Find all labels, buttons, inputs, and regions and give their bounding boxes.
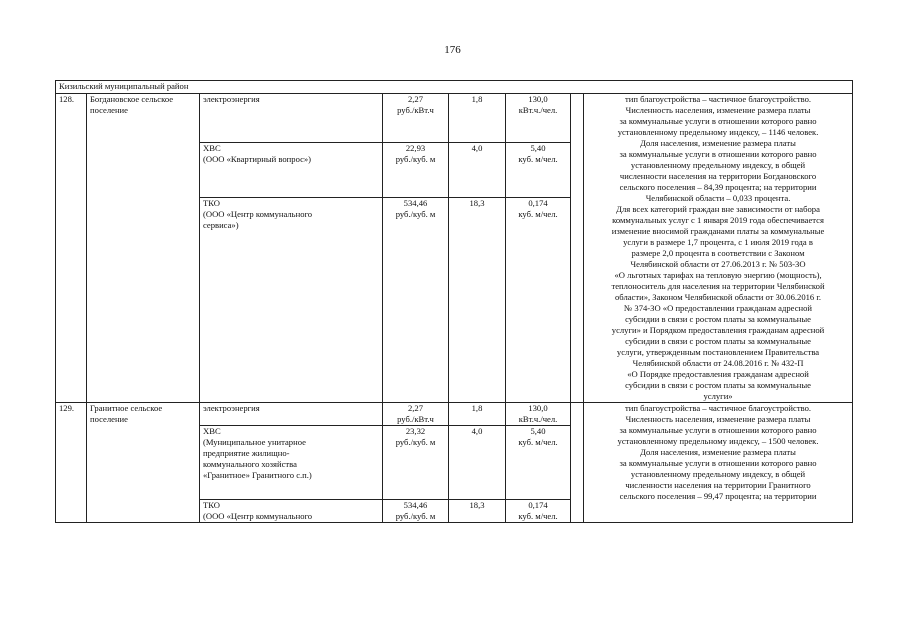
consumption-norm-line: 0,174	[528, 198, 548, 209]
description-line: изменение вносимой гражданами платы за коммунальные	[611, 226, 825, 236]
service-name	[200, 403, 383, 426]
service-name-line: ХВС	[203, 426, 221, 436]
description-line: численности населения на территории Гранитного	[625, 480, 811, 490]
settlement-name: Гранитное сельское поселение	[87, 403, 200, 523]
service-name-line: «Гранитное» Гранитного с.п.)	[203, 470, 312, 480]
description-line: № 374-ЗО «О предоставлении гражданам адресной	[624, 303, 813, 313]
tariff-table	[55, 80, 853, 523]
consumption-norm-line: куб. м/чел.	[518, 511, 558, 521]
description-line: Доля населения, изменение размера платы	[640, 138, 796, 148]
consumption-norm	[506, 426, 571, 500]
table-row	[56, 403, 853, 426]
description-line: сельского поселения – 99,47 процента; на территории	[619, 491, 817, 501]
description-line: за коммунальные услуги в отношении которого равно	[619, 149, 817, 159]
consumption-norm	[506, 500, 571, 523]
description-line: за коммунальные услуги в отношении которого равно	[619, 425, 817, 435]
tariff-value	[383, 94, 449, 143]
consumption-norm	[506, 94, 571, 143]
tariff-value	[383, 198, 449, 403]
service-name	[200, 143, 383, 198]
change-percent: 4,0	[449, 143, 506, 198]
service-name-line: ТКО	[203, 198, 220, 209]
description-line: субсидии в связи с ростом платы за коммунальные	[625, 314, 811, 324]
consumption-norm-line: куб. м/чел.	[518, 154, 558, 164]
description-line: «О Порядке предоставления гражданам адресной	[627, 369, 809, 379]
description-line: Челябинской области от 27.06.2013 г. № 503-ЗО	[630, 259, 806, 269]
consumption-norm-line: 0,174	[528, 500, 548, 510]
change-percent: 1,8	[449, 403, 506, 426]
description-line: за коммунальные услуги в отношении которого равно	[619, 458, 817, 468]
service-name-line: коммунального хозяйства	[203, 459, 297, 469]
description-line: установленному предельному индексу, в общей	[630, 160, 806, 170]
service-name-line: электроэнергия	[203, 403, 260, 413]
description-line: теплоноситель для населения на территории Челябинской	[611, 281, 825, 291]
service-name	[200, 198, 383, 403]
description-line: тип благоустройства – частичное благоустройство.	[625, 94, 812, 104]
description-line: Доля населения, изменение размера платы	[640, 447, 796, 457]
description-line: сельского поселения – 84,39 процента; на территории	[619, 182, 817, 192]
description-line: услуги»	[703, 391, 733, 401]
consumption-norm	[506, 143, 571, 198]
service-name-line: предприятие жилищно-	[203, 448, 290, 458]
description-line: тип благоустройства – частичное благоустройство.	[625, 403, 812, 413]
consumption-norm	[506, 198, 571, 403]
description-line: области», Законом Челябинской области от 30.06.2016 г.	[614, 292, 822, 302]
description-line: установленному предельному индексу, – 1500 человек.	[617, 436, 819, 446]
description-line: размере 2,0 процента в соответствии с Законом	[631, 248, 805, 258]
table-row	[56, 94, 853, 143]
description-line: Численность населения, изменение размера платы	[625, 414, 811, 424]
consumption-norm-line: кВт.ч./чел.	[518, 414, 558, 424]
consumption-norm-line: куб. м/чел.	[518, 209, 558, 220]
description-line: Челябинской области от 24.08.2016 г. № 432-П	[632, 358, 804, 368]
service-name-line: ХВС	[203, 143, 221, 153]
service-name-line: (ООО «Центр коммунального	[203, 209, 313, 220]
service-name-line: электроэнергия	[203, 94, 260, 104]
description-line: услуги, утвержденным постановлением Правительства	[616, 347, 820, 357]
description-line: услуги в размере 1,7 процента, с 1 июля 2019 года в	[623, 237, 813, 247]
consumption-norm-line: куб. м/чел.	[518, 437, 558, 447]
row-number: 129.	[56, 403, 87, 523]
description-line: Челябинской области – 0,033 процента.	[645, 193, 791, 203]
consumption-norm-line: кВт.ч./чел.	[518, 105, 558, 115]
region-row	[56, 81, 853, 94]
consumption-norm-line: 5,40	[530, 143, 546, 153]
region-name: Кизильский муниципальный район	[56, 81, 853, 94]
spacer-cell	[571, 94, 584, 403]
tariff-value	[383, 426, 449, 500]
tariff-value	[383, 500, 449, 523]
tariff-value-line: 534,46	[403, 500, 428, 510]
description-line: за коммунальные услуги в отношении которого равно	[619, 116, 817, 126]
description-line: численности населения на территории Богдановского	[619, 171, 817, 181]
service-name-line: (ООО «Квартирный вопрос»)	[203, 154, 312, 164]
tariff-value-line: руб./куб. м	[395, 511, 436, 521]
description	[584, 403, 853, 523]
description-line: субсидии в связи с ростом платы за коммунальные	[625, 336, 811, 346]
tariff-value-line: руб./кВт.ч	[397, 414, 434, 424]
change-percent: 18,3	[449, 500, 506, 523]
description-line: установленному предельному индексу, – 1146 человек.	[617, 127, 819, 137]
tariff-value	[383, 143, 449, 198]
tariff-value-line: руб./куб. м	[395, 154, 436, 164]
change-percent: 18,3	[449, 198, 506, 403]
description	[584, 94, 853, 403]
description-line: Численность населения, изменение размера платы	[625, 105, 811, 115]
description-line: коммунальных услуг с 1 января 2019 года обеспечивается	[612, 215, 824, 225]
change-percent: 1,8	[449, 94, 506, 143]
spacer-cell	[571, 403, 584, 523]
service-name	[200, 94, 383, 143]
tariff-value	[383, 403, 449, 426]
consumption-norm-line: 5,40	[530, 426, 546, 436]
tariff-value-line: руб./куб. м	[395, 209, 436, 220]
tariff-value-line: 534,46	[403, 198, 428, 209]
consumption-norm	[506, 403, 571, 426]
description-line: субсидии в связи с ростом платы за коммунальные	[625, 380, 811, 390]
service-name-line: ТКО	[203, 500, 220, 510]
tariff-value-line: 23,32	[405, 426, 426, 436]
description-line: установленному предельному индексу, в общей	[630, 469, 806, 479]
tariff-value-line: 22,93	[405, 143, 426, 153]
tariff-value-line: руб./кВт.ч	[397, 105, 434, 115]
description-line: услуги» и Порядком предоставления гражданам адресной	[611, 325, 825, 335]
change-percent: 4,0	[449, 426, 506, 500]
consumption-norm-line: 130,0	[528, 94, 548, 104]
description-line: Для всех категорий граждан вне зависимости от набора	[616, 204, 820, 214]
page-number: 176	[444, 44, 461, 56]
service-name-line: (ООО «Центр коммунального	[203, 511, 313, 521]
tariff-value-line: 2,27	[407, 94, 424, 104]
service-name-line: (Муниципальное унитарное	[203, 437, 306, 447]
description-line: «О льготных тарифах на тепловую энергию (мощность),	[614, 270, 822, 280]
service-name	[200, 500, 383, 523]
service-name	[200, 426, 383, 500]
settlement-name: Богдановское сельское поселение	[87, 94, 200, 403]
consumption-norm-line: 130,0	[528, 403, 548, 413]
row-number: 128.	[56, 94, 87, 403]
service-name-line: сервиса»)	[203, 220, 239, 231]
tariff-value-line: руб./куб. м	[395, 437, 436, 447]
tariff-value-line: 2,27	[407, 403, 424, 413]
